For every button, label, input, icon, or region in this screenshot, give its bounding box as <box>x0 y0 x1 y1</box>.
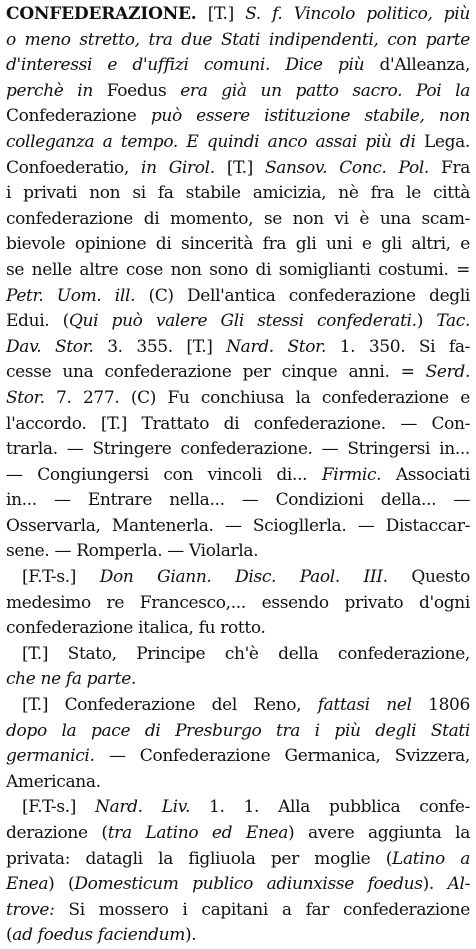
text-run: medesimo re Francesco,... essendo privato d'ogni <box>6 592 470 613</box>
text-line <box>6 923 470 949</box>
italic-text: fattasi nel <box>317 695 429 716</box>
text-run: [F.T-s.] <box>22 567 100 588</box>
text-run: d'Alleanza, <box>379 55 470 76</box>
text-line <box>6 693 470 719</box>
text-line <box>6 463 470 489</box>
text-line <box>6 2 470 28</box>
text-run: ( <box>6 925 13 946</box>
italic-text: Enea <box>6 874 49 895</box>
text-line <box>6 130 470 156</box>
text-line <box>6 360 470 386</box>
italic-text: dopo la pace di Presburgo tra i più degli Stati <box>6 720 470 741</box>
text-line <box>6 156 470 182</box>
text-line <box>6 104 470 130</box>
headword: CONFEDERAZIONE. <box>6 4 197 24</box>
text-run: bievole opinione di sincerità fra gli uni e gli altri, e <box>6 234 470 255</box>
text-run: derazione ( <box>6 823 108 843</box>
entry-body <box>6 2 470 949</box>
text-line <box>6 258 470 284</box>
italic-text: Petr. Uom. ill. <box>6 285 149 306</box>
text-line <box>6 591 470 617</box>
italic-text: Serd. <box>425 362 470 383</box>
italic-text: d'interessi e d'uffizi comuni. Dice più <box>6 55 380 76</box>
text-run: 1. 350. Si fa- <box>339 336 470 357</box>
italic-text: Dav. Stor. <box>6 336 108 357</box>
text-run: cesse una confederazione per cinque anni. = <box>6 362 426 383</box>
text-run: (C) <box>130 387 168 408</box>
text-run: ) avere aggiunta la <box>288 823 470 843</box>
text-run: [T.] Confederazione del Reno, <box>22 695 318 716</box>
italic-text: S. f. Vincolo politico, più <box>245 4 470 24</box>
text-run: Foedus <box>106 80 181 101</box>
text-run: sene. — Romperla. — Violarla. <box>6 541 259 562</box>
text-line <box>6 795 470 821</box>
italic-text: ad foedus faciendum <box>12 925 185 946</box>
text-line <box>6 898 470 924</box>
text-run: 3. 355. [T.] <box>107 336 227 357</box>
italic-text: Al- <box>447 874 470 895</box>
italic-text: perchè in <box>6 80 107 101</box>
text-run: l'accordo. [T.] Trattato di confederazione. — Con- <box>6 413 470 434</box>
italic-text: può essere istituzione stabile, non <box>150 106 470 127</box>
dictionary-entry <box>6 2 470 949</box>
text-run: 7. 277. <box>56 387 131 408</box>
italic-text: tra Latino ed Enea <box>107 823 289 843</box>
text-line <box>6 207 470 233</box>
text-line <box>6 309 470 335</box>
text-line <box>6 539 470 565</box>
text-line <box>6 53 470 79</box>
text-line <box>6 565 470 591</box>
text-run: ) <box>416 311 437 332</box>
text-line <box>6 79 470 105</box>
text-line <box>6 488 470 514</box>
italic-text: o meno stretto, tra due Stati indipendenti, con parte <box>6 29 470 50</box>
italic-text: Stor. <box>6 387 57 408</box>
text-run: Osservarla, Mantenerla. — Sciogllerla. — Distaccar- <box>6 515 470 536</box>
text-run: Lega. <box>423 131 470 152</box>
text-run: Edui. ( <box>6 311 69 332</box>
italic-text: germanici. <box>6 746 109 767</box>
text-run: — Congiungersi con vincoli di... <box>6 464 322 485</box>
italic-text: era già un patto sacro. Poi la <box>180 80 470 101</box>
text-line <box>6 744 470 770</box>
italic-text: Sansov. Conc. Pol. <box>264 157 441 178</box>
text-run: confederazione italica, fu rotto. <box>6 618 266 639</box>
italic-text: colleganza a tempo. E quindi anco assai più di <box>6 131 424 152</box>
text-run: Confederazione <box>6 106 151 127</box>
text-run: 1806 <box>428 695 470 716</box>
text-run: (C) Dell'antica confederazione degli <box>148 285 470 306</box>
text-run: Americana. <box>6 771 101 792</box>
text-line <box>6 616 470 642</box>
text-line <box>6 181 470 207</box>
italic-text: Qui può valere Gli stessi confederati. <box>68 311 417 332</box>
text-line <box>6 821 470 847</box>
italic-text: Nard. Liv. <box>95 797 210 818</box>
italic-text: che ne fa parte. <box>6 669 137 690</box>
italic-text: Domesticum publico adiunxisse foedus <box>74 874 423 895</box>
text-run: [T.] <box>226 157 265 178</box>
text-run: privata: datagli la figliuola per moglie ( <box>6 848 393 869</box>
text-line <box>6 386 470 412</box>
text-line <box>6 437 470 463</box>
text-run: ). <box>422 874 448 895</box>
text-run: [T.] Stato, Principe ch'è della confederazione, <box>22 643 470 664</box>
text-line <box>6 847 470 873</box>
text-line <box>6 28 470 54</box>
italic-text: Nard. Stor. <box>226 336 340 357</box>
italic-text: Don Giann. Disc. Paol. III. <box>99 567 412 588</box>
text-run: se nelle altre cose non sono di somiglianti costumi. = <box>6 259 470 280</box>
text-run: Si mossero i capitani a far confederazione <box>68 899 470 920</box>
italic-text: Tac. <box>436 311 470 332</box>
text-run: 1. 1. Alla pubblica confe- <box>209 797 470 818</box>
text-run: ). <box>184 925 197 946</box>
text-line <box>6 335 470 361</box>
text-run: confederazione di momento, se non vi è una scam- <box>6 208 470 229</box>
text-run: [F.T-s.] <box>22 797 96 818</box>
italic-text: Latino a <box>392 848 470 869</box>
text-run: Confoederatio, <box>6 157 141 178</box>
text-run: Questo <box>411 567 470 588</box>
text-line <box>6 770 470 796</box>
italic-text: trove: <box>6 899 69 920</box>
text-line <box>6 514 470 540</box>
italic-text: in Girol. <box>141 157 227 178</box>
text-run: ) ( <box>48 874 75 895</box>
text-run: i privati non si fa stabile amicizia, nè fra le città <box>6 183 470 204</box>
text-line <box>6 284 470 310</box>
text-run: trarla. — Stringere confederazione. — Stringersi in... <box>6 439 470 460</box>
text-run: Fu conchiusa la confederazione e <box>167 387 470 408</box>
text-run: Fra <box>441 157 470 178</box>
text-run: in... — Entrare nella... — Condizioni della... — <box>6 490 470 511</box>
text-line <box>6 412 470 438</box>
text-run: [T.] <box>196 4 246 24</box>
text-line <box>6 232 470 258</box>
italic-text: Firmic. <box>321 464 396 485</box>
text-line <box>6 667 470 693</box>
text-run: — Confederazione Germanica, Svizzera, <box>108 746 470 767</box>
text-line <box>6 872 470 898</box>
text-line <box>6 642 470 668</box>
text-line <box>6 719 470 745</box>
text-run: Associati <box>395 464 470 485</box>
